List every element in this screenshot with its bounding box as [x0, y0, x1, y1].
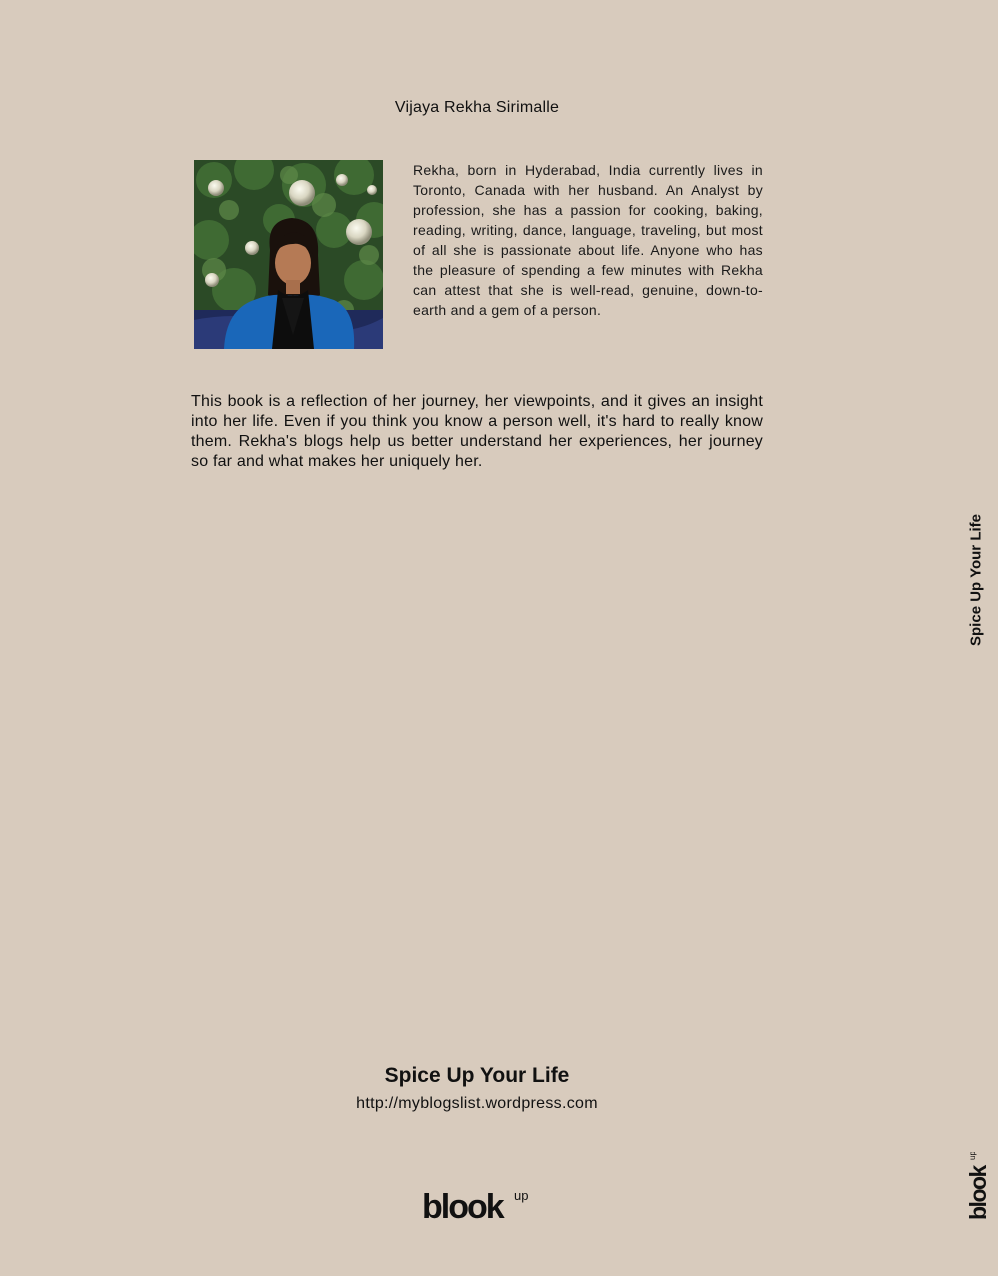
blookup-logo	[420, 1186, 540, 1226]
author-photo-illustration	[194, 160, 383, 349]
spine-title: Spice Up Your Life	[967, 514, 985, 646]
blookup-logo-mark	[420, 1186, 540, 1226]
book-blurb: This book is a reflection of her journey, her viewpoints, and it gives an insight into her life. Even if you think you know a person well, it's hard to really know them. Rekha's blogs help us better understand her experiences, her journey so far and what makes her uniquely her.	[191, 393, 763, 470]
logo-superscript: up	[514, 1188, 529, 1203]
spine-logo-superscript: up	[968, 1152, 977, 1160]
spine-logo-wordmark: blook	[965, 1166, 991, 1220]
author-bio: Rekha, born in Hyderabad, India currently lives in Toronto, Canada with her husband. An Analyst by profession, she has a passion for cooking, baking, reading, writing, dance, language, traveling, but most of all she is passionate about life. Anyone who has the pleasure of spending a few minutes with Rekha can attest that she is well-read, genuine, down-to-earth and a gem of a person.	[413, 162, 763, 318]
author-photo	[194, 160, 383, 349]
spine-blookup-logo	[956, 1152, 996, 1224]
author-name: Vijaya Rekha Sirimalle	[394, 99, 560, 116]
book-title: Spice Up Your Life	[384, 1064, 570, 1087]
book-url[interactable]: http://myblogslist.wordpress.com	[356, 1095, 598, 1112]
spine-logo-mark	[956, 1152, 996, 1224]
logo-wordmark: blook	[422, 1188, 503, 1226]
